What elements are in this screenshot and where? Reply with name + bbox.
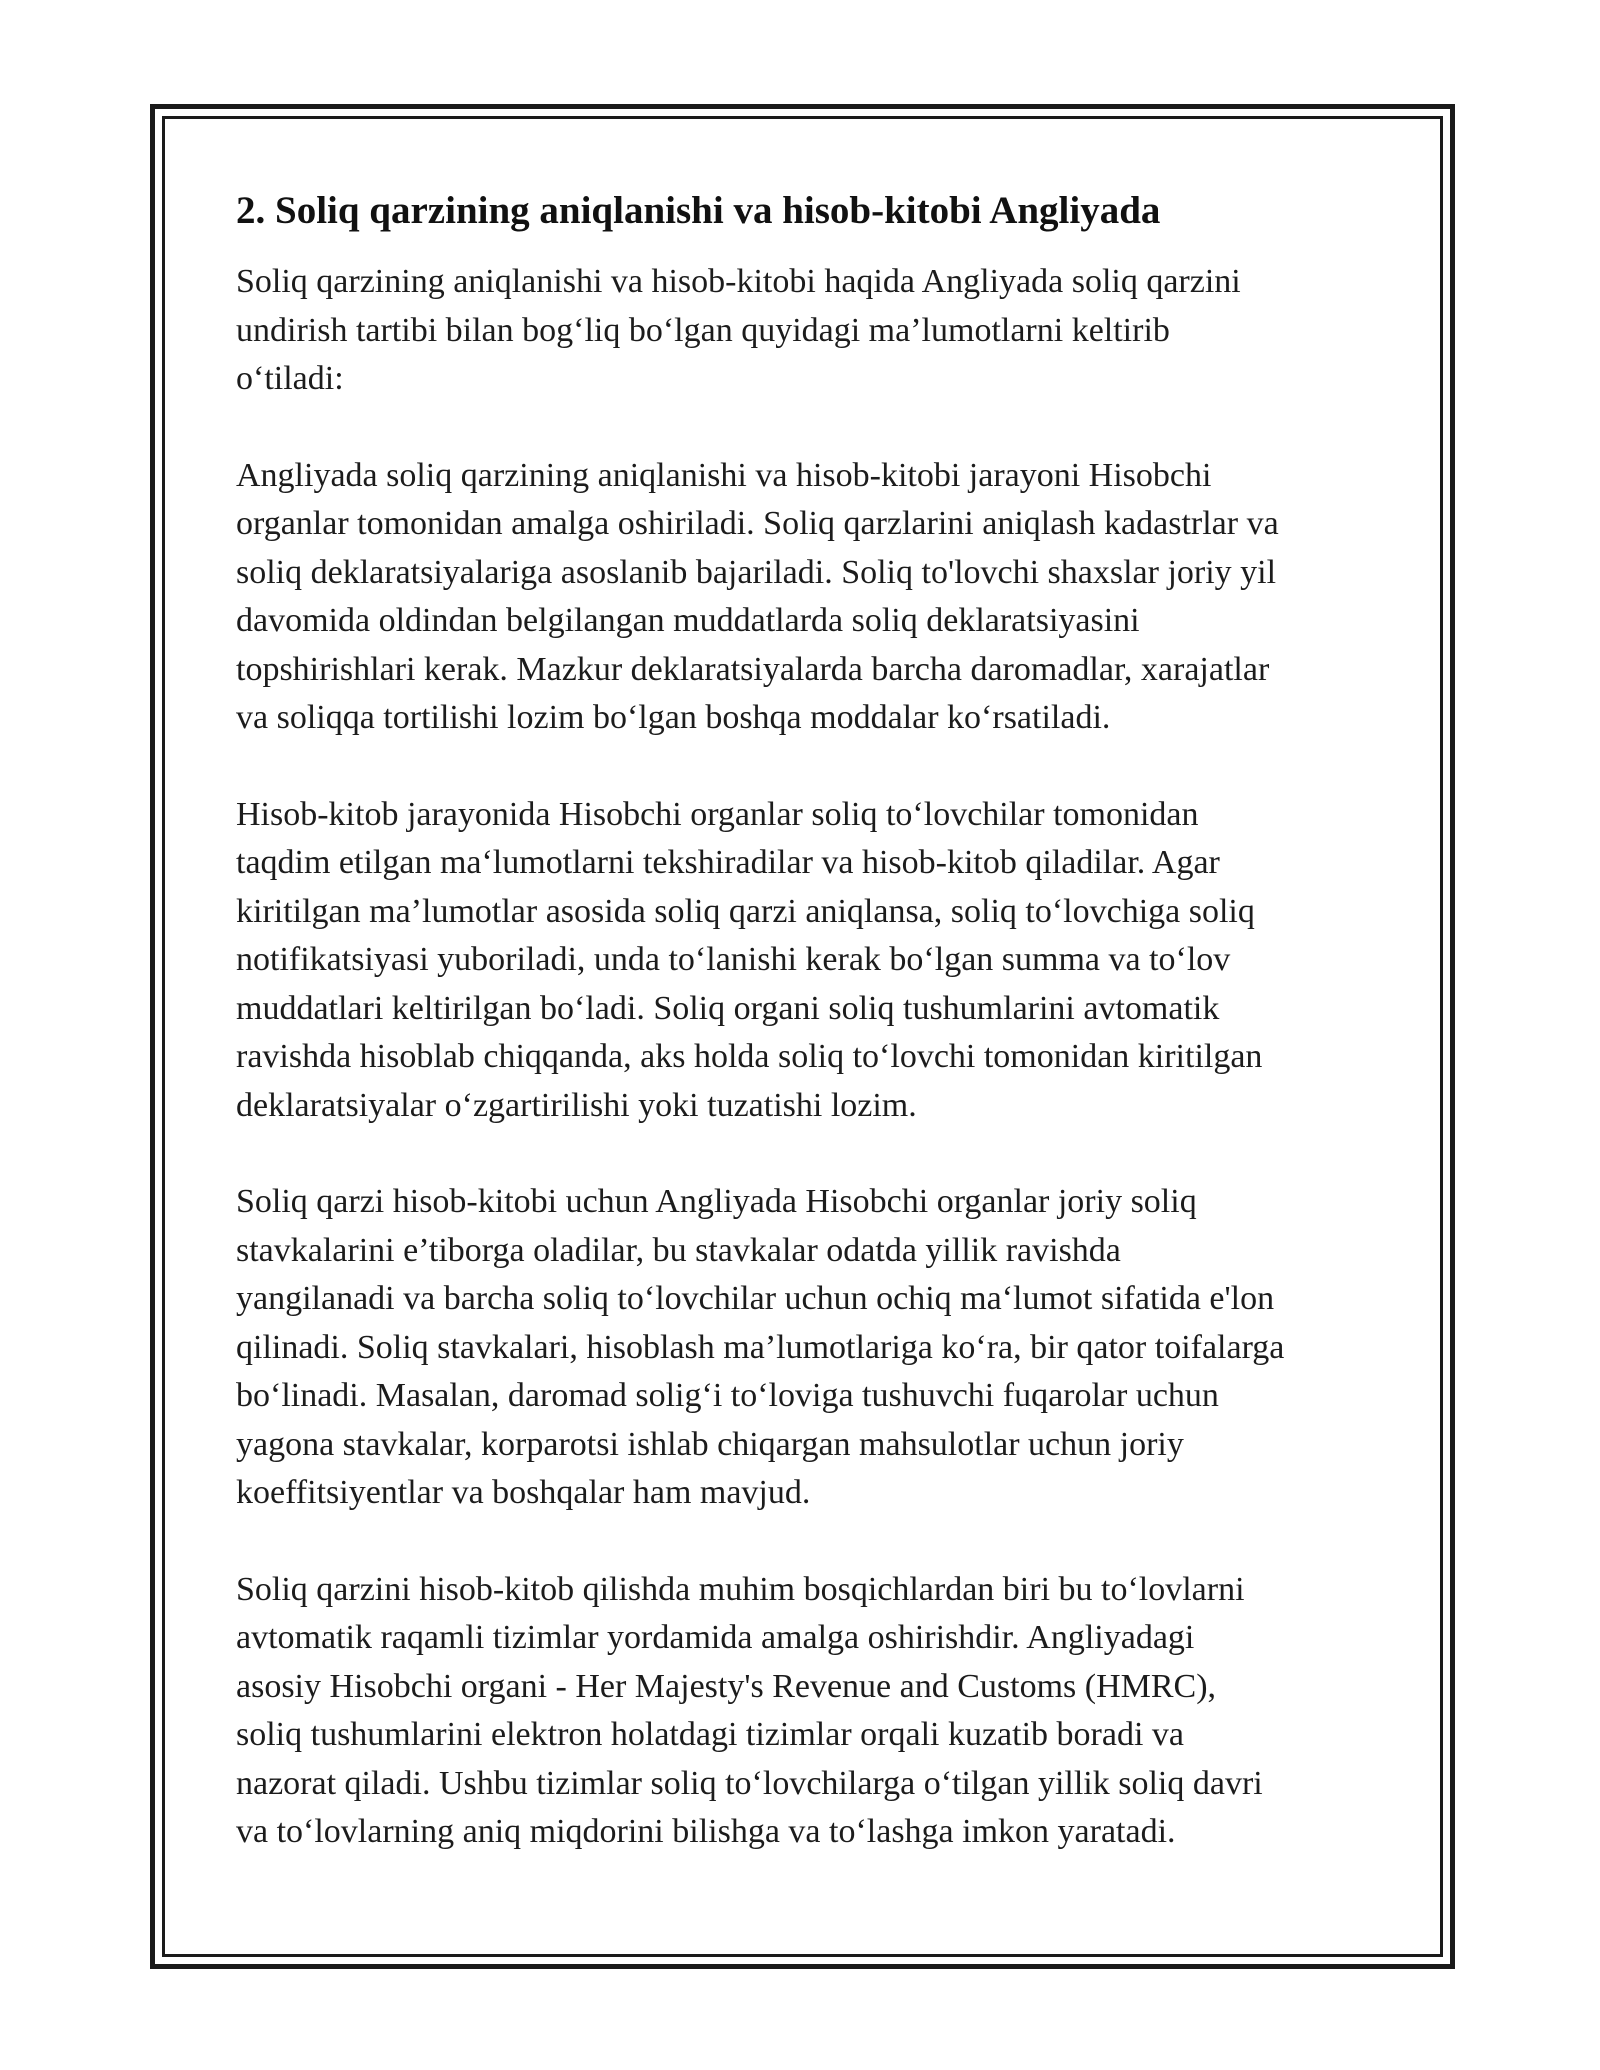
- paragraph-calculation: Hisob-kitob jarayonida Hisobchi organlar soliq to‘lovchilar tomonidan taqdim etilgan ma‘lumotlarni tekshiradilar va hisob-kitob qiladilar. Agar kiritilgan ma’lumotlar asosida soliq qarzi aniqlansa, soliq to‘lovchiga soliq notifikatsiyasi yuboriladi, unda to‘lanishi kerak bo‘lgan summa va to‘lov muddatlari keltirilgan bo‘ladi. Soliq organi soliq tushumlarini avtomatik ravishda hisoblab chiqqanda, aks holda soliq to‘lovchi tomonidan kiritilgan deklaratsiyalar o‘zgartirilishi yoki tuzatishi lozim.: [236, 795, 1263, 1124]
- paragraph-intro: Soliq qarzining aniqlanishi va hisob-kitobi haqida Angliyada soliq qarzini undirish tartibi bilan bog‘liq bo‘lgan quyidagi ma’lumotlarni keltirib o‘tiladi:: [236, 263, 1241, 397]
- paragraph-rates: Soliq qarzi hisob-kitobi uchun Angliyada Hisobchi organlar joriy soliq stavkalarini e’tiborga oladilar, bu stavkalar odatda yillik ravishda yangilanadi va barcha soliq to‘lovchilar uchun ochiq ma‘lumot sifatida e'lon qilinadi. Soliq stavkalari, hisoblash ma’lumotlariga ko‘ra, bir qator toifalarga bo‘linadi. Masalan, daromad solig‘i to‘loviga tushuvchi fuqarolar uchun yagona stavkalar, korparotsi ishlab chiqargan mahsulotlar uchun joriy koeffitsiyentlar va boshqalar ham mavjud.: [236, 1183, 1285, 1511]
- paragraph-digital-systems: Soliq qarzini hisob-kitob qilishda muhim bosqichlardan biri bu to‘lovlarni avtomatik raqamli tizimlar yordamida amalga oshirishdir. Angliyadagi asosiy Hisobchi organi - Her Majesty's Revenue and Customs (HMRC), soliq tushumlarini elektron holatdagi tizimlar orqali kuzatib boradi va nazorat qiladi. Ushbu tizimlar soliq to‘lovchilarga o‘tilgan yillik soliq davri va to‘lovlarning aniq miqdorini bilishga va to‘lashga imkon yaratadi.: [236, 1570, 1263, 1850]
- section-heading: 2. Soliq qarzining aniqlanishi va hisob-kitobi Angliyada: [236, 189, 1161, 232]
- document-body: [236, 186, 1376, 1905]
- paragraph-process: Angliyada soliq qarzining aniqlanishi va hisob-kitobi jarayoni Hisobchi organlar tomonidan amalga oshiriladi. Soliq qarzlarini aniqlash kadastrlar va soliq deklaratsiyalariga asoslanib bajariladi. Soliq to'lovchi shaxslar joriy yil davomida oldindan belgilangan muddatlarda soliq deklaratsiyasini topshirishlari kerak. Mazkur deklaratsiyalarda barcha daromadlar, xarajatlar va soliqqa tortilishi lozim bo‘lgan boshqa moddalar ko‘rsatiladi.: [236, 456, 1279, 736]
